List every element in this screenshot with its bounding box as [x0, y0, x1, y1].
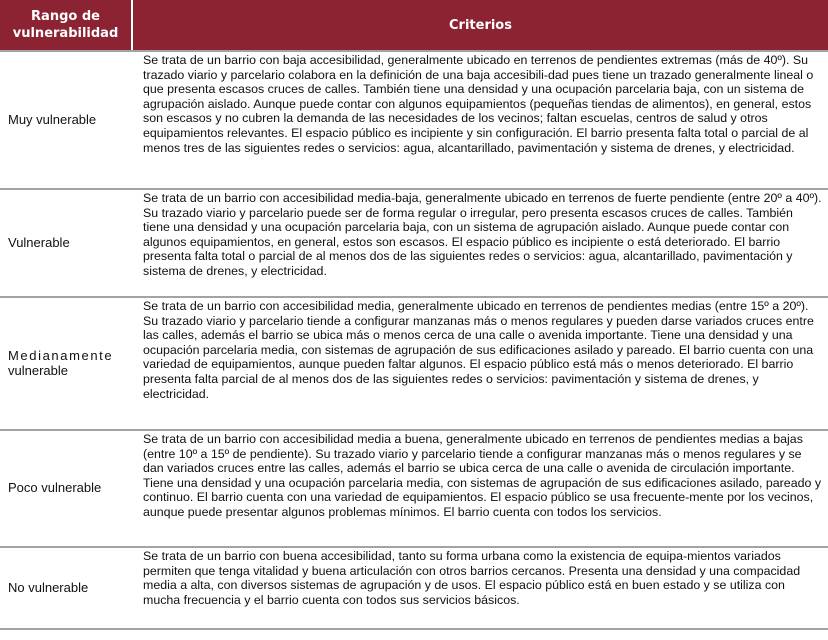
header-col1-line1: Rango de [31, 9, 100, 24]
row-criteria: Se trata de un barrio con buena accesibilidad, tanto su forma urbana como la existencia de equipa-mientos variados permiten que tenga vitalidad y buena articulación con otros barrios cercanos. Presenta una densidad y una compacidad media a alta, con diversos sistemas de agrupación y de usos. El espacio público está en buen estado y se utiliza con mucha frecuencia y el barrio cuenta con todos sus servicios básicos. [143, 549, 801, 607]
row-range: Poco vulnerable [8, 480, 102, 496]
header-col1-line2: vulnerabilidad [12, 26, 119, 41]
row-range [0, 298, 133, 429]
row-criteria: Se trata de un barrio con accesibilidad media-baja, generalmente ubicado en terrenos de fuerte pendiente (entre 20º a 40º). Su trazado viario y parcelario puede ser de forma regular o irregular, pero presenta escasos cruces de calles. También tiene una densidad y una ocupación parcelaria baja, con un sistema de agrupación aislado. Aunque puede contar con algunos equipamientos, en general, estos son escasos. El espacio público es incipiente o está deteriorado. El barrio presenta falta total o parcial de al menos dos de las siguientes redes o servicios: agua, alcantarillado, pavimentación y sistema de drenes, y electricidad. [143, 191, 822, 278]
table-row [0, 431, 828, 548]
table-header [0, 0, 828, 50]
table-row [0, 548, 828, 630]
row-criteria: Se trata de un barrio con baja accesibilidad, generalmente ubicado en terrenos de pendientes extremas (más de 40º). Su trazado viario y parcelario colabora en la definición de una baja accesibili-dad pues tiene un trazado generalmente lineal o que presenta escasos cruces de calles. También tiene una densidad y una ocupación parcelaria baja, con un sistema de agrupación aislado. Aunque puede contar con algunos equipamientos (pequeñas tiendas de alimentos), en general, estos son escasos y no cubren la demanda de las necesidades de los vecinos; faltan escuelas, centros de salud y otros equipamientos relevantes. El espacio público es incipiente y sin configuración. El barrio presenta falta total o parcial de al menos tres de las siguientes redes o servicios: agua, alcantarillado, pavimentación y sistema de drenes, y electricidad. [143, 53, 814, 155]
header-range-of-vulnerability [0, 0, 133, 50]
row-range: Muy vulnerable [8, 111, 97, 127]
row-range-line1: Medianamente [8, 347, 114, 363]
table-row [0, 190, 828, 298]
row-range-line2: vulnerable [8, 362, 68, 378]
row-criteria: Se trata de un barrio con accesibilidad media, generalmente ubicado en terrenos de pendientes medias (entre 15º a 20º). Su trazado viario y parcelario tiende a configurar manzanas más o menos regulares y pueden darse variados cruces entre las calles, además el barrio se ubica más o menos cerca de una calle o avenida importante. Tiene una densidad y una ocupación parcelaria media, con sistemas de agrupación de sus edificaciones asilado y pareado. El barrio cuenta con una variedad de equipamientos, aunque pueden faltar algunos. El espacio público está más o menos deteriorado. El barrio presenta falta parcial de al menos dos de las siguientes redes o servicios: pavimentación y sistema de drenes, y electricidad. [143, 299, 814, 401]
table-row [0, 298, 828, 431]
row-criteria: Se trata de un barrio con accesibilidad media a buena, generalmente ubicado en terrenos de pendientes medias a bajas (entre 10º a 15º de pendiente). Su trazado viario y parcelario tiende a configurar manzanas más o menos regulares y se dan variados cruces entre las calles, además el barrio se ubica cerca de una calle o avenida de circulación importante. Tiene una densidad y una ocupación parcelaria media, con sistemas de agrupación de sus edificaciones asilado, pareado y continuo. El barrio cuenta con una variedad de equipamientos. El espacio público se usa frecuente-mente por los vecinos, aunque puede presentar algunos problemas mínimos. El barrio cuenta con todos los servicios. [143, 432, 822, 519]
row-range: Vulnerable [8, 234, 70, 250]
table-row [0, 50, 828, 190]
row-range: No vulnerable [8, 579, 89, 595]
header-criteria: Criterios [449, 17, 512, 33]
